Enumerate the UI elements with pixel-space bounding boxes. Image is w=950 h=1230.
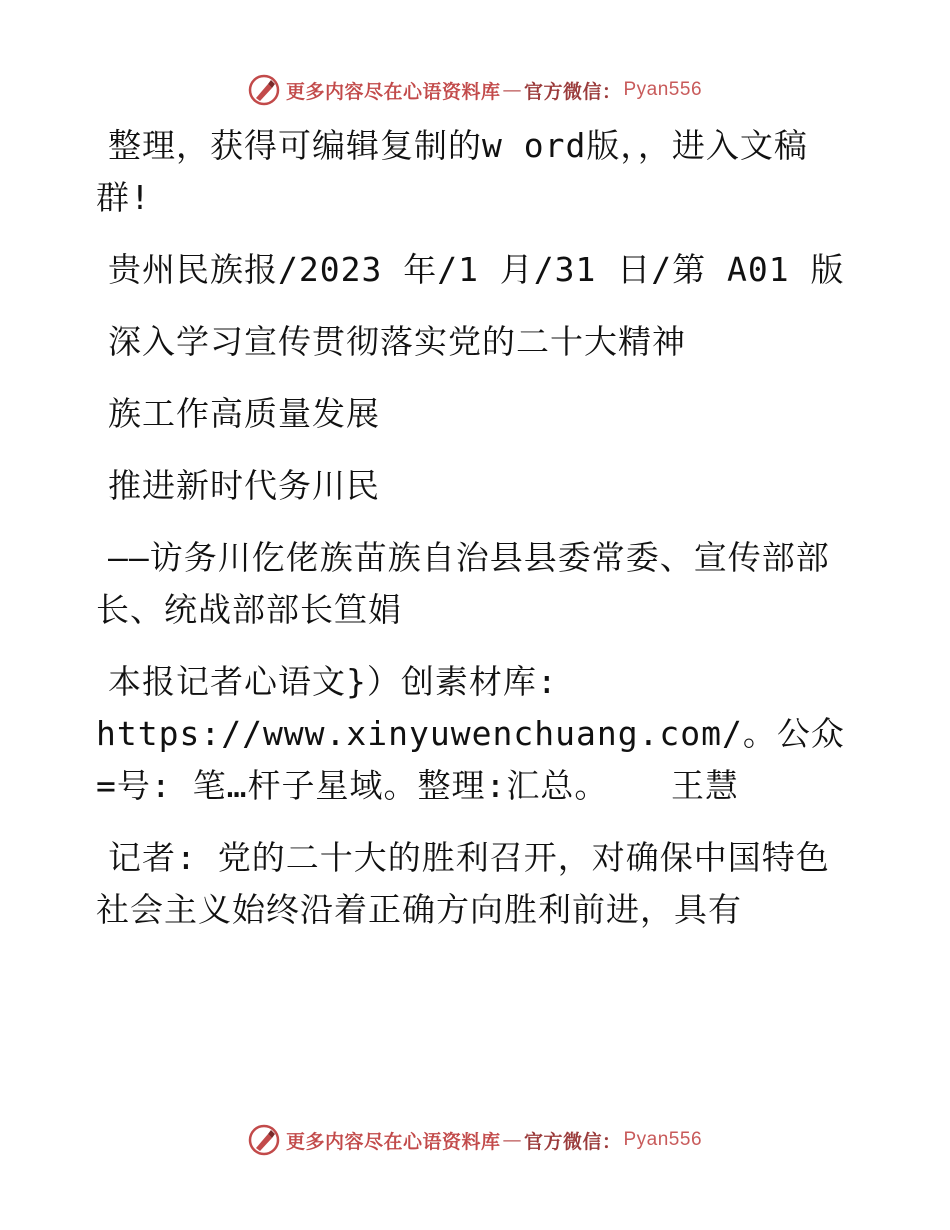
paragraph-body: 记者: 党的二十大的胜利召开，对确保中国特色社会主义始终沿着正确方向胜利前进，具有 [96, 838, 830, 929]
paragraph-headline-3: 推进新时代务川民 [108, 466, 380, 505]
header-watermark [0, 70, 950, 110]
paragraph-headline-2: 族工作高质量发展 [108, 394, 380, 433]
watermark-text: 更多内容尽在心语资料库 [285, 1130, 501, 1153]
pen-logo-icon [248, 74, 280, 106]
watermark-wechat-label: 官方微信： [523, 80, 622, 103]
paragraph-headline-1: 深入学习宣传贯彻落实党的二十大精神 [108, 322, 686, 361]
paragraph-source: 贵州民族报/2023 年/1 月/31 日/第 A01 版 [108, 250, 845, 289]
pen-logo-icon [248, 1124, 280, 1156]
paragraph-byline: 本报记者心语文}）创素材库: https://www.xinyuwenchuang.com/。公众=号: 笔…杆子星域。整理:汇总。 王慧 [96, 662, 845, 805]
paragraph-intro: 整理，获得可编辑复制的w ord版，，进入文稿群! [96, 126, 808, 217]
watermark-wechat-label: 官方微信： [523, 1130, 622, 1153]
watermark-dash: — [502, 79, 522, 101]
paragraph-subtitle: ——访务川仡佬族苗族自治县县委常委、宣传部部长、统战部部长笪娟 [96, 538, 830, 629]
watermark-wechat-id: Pyan556 [623, 79, 703, 100]
footer-watermark [0, 1120, 950, 1160]
document-body [96, 120, 856, 936]
watermark-text: 更多内容尽在心语资料库 [285, 80, 501, 103]
watermark-wechat-id: Pyan556 [623, 1129, 703, 1150]
watermark-dash: — [502, 1129, 522, 1151]
